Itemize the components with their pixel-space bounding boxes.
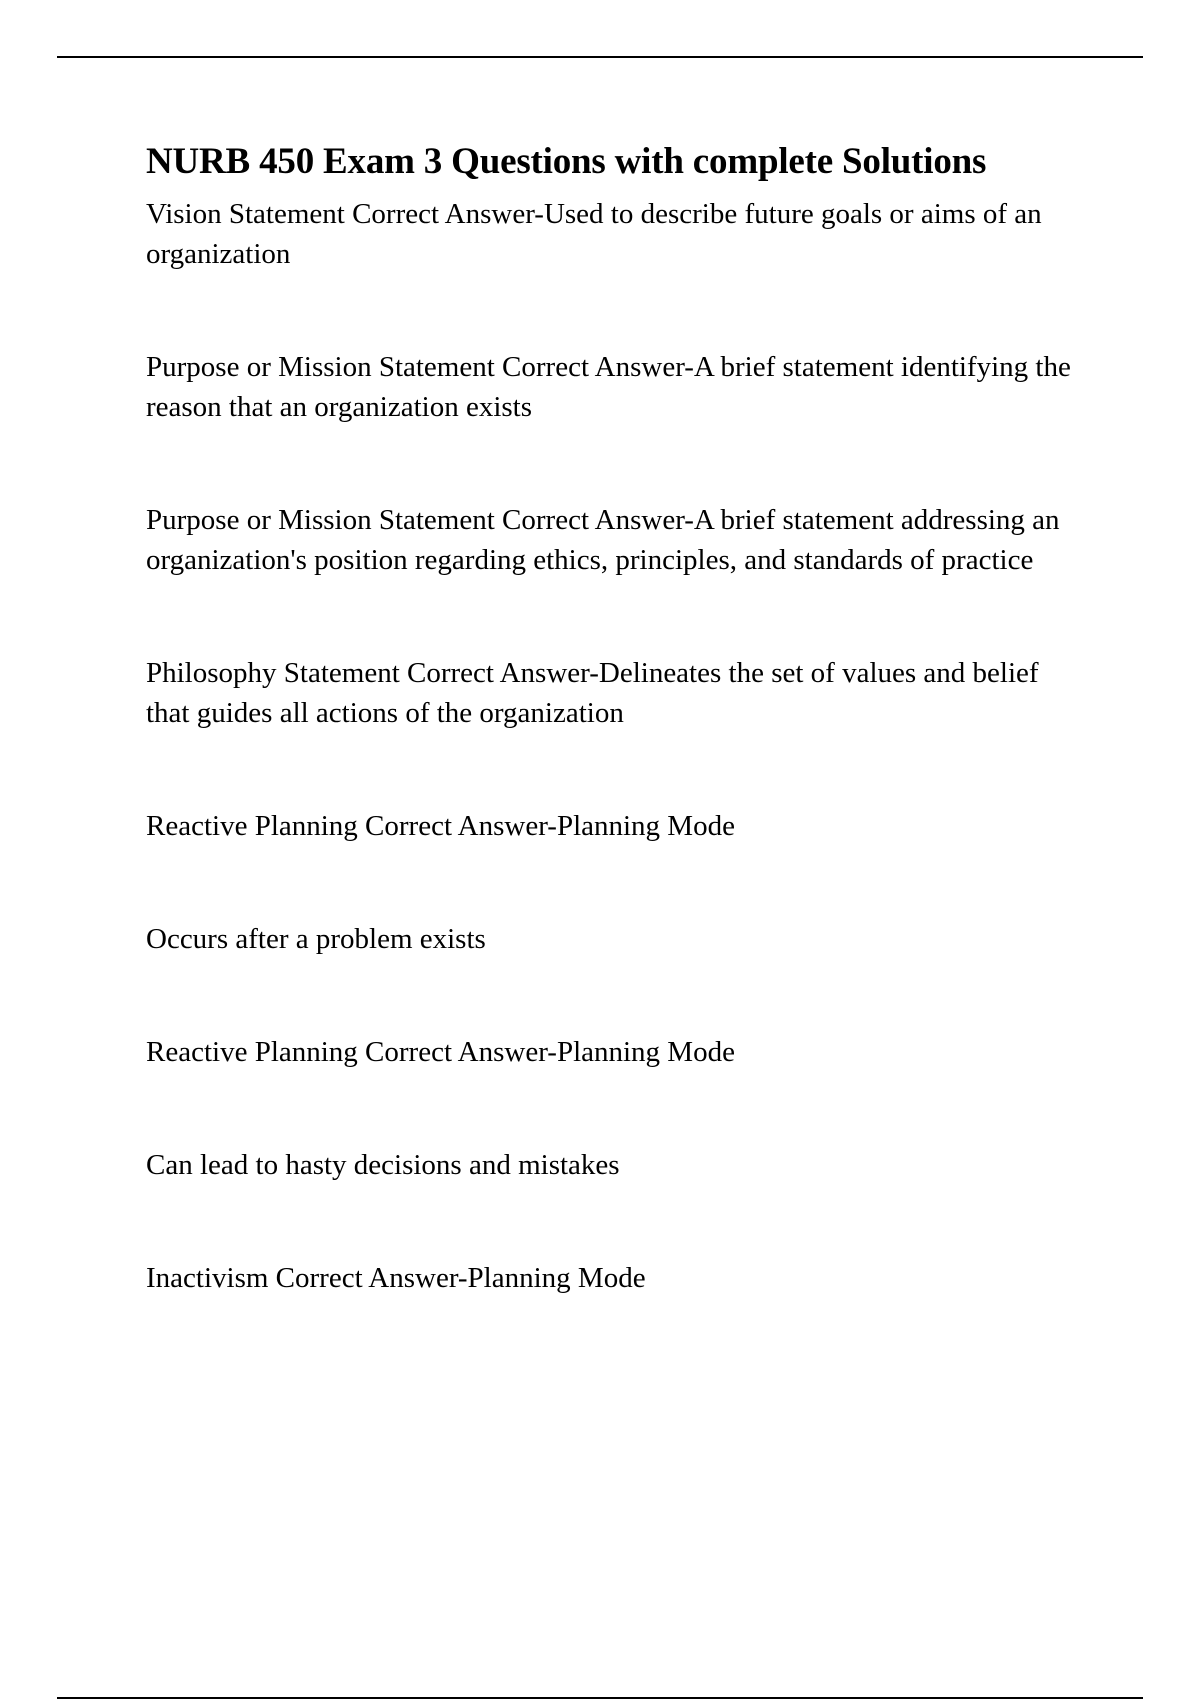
qa-entry: Philosophy Statement Correct Answer-Delineates the set of values and belief that guides all actions of the organization bbox=[146, 657, 1039, 730]
qa-entry: Vision Statement Correct Answer-Used to describe future goals or aims of an organization bbox=[146, 198, 1042, 271]
bottom-rule bbox=[57, 1697, 1143, 1699]
qa-entry: Purpose or Mission Statement Correct Answer-A brief statement addressing an organization's position regarding ethics, principles, and standards of practice bbox=[146, 504, 1060, 577]
top-rule bbox=[57, 56, 1143, 58]
qa-entry: Reactive Planning Correct Answer-Planning Mode bbox=[146, 1036, 735, 1069]
qa-entry: Inactivism Correct Answer-Planning Mode bbox=[146, 1262, 646, 1295]
document-body bbox=[146, 140, 1086, 1371]
document-title: NURB 450 Exam 3 Questions with complete Solutions bbox=[146, 141, 987, 182]
qa-entry: Reactive Planning Correct Answer-Planning Mode bbox=[146, 810, 735, 843]
qa-entry: Can lead to hasty decisions and mistakes bbox=[146, 1149, 620, 1182]
qa-entry: Purpose or Mission Statement Correct Answer-A brief statement identifying the reason that an organization exists bbox=[146, 351, 1071, 424]
qa-entry: Occurs after a problem exists bbox=[146, 923, 486, 956]
